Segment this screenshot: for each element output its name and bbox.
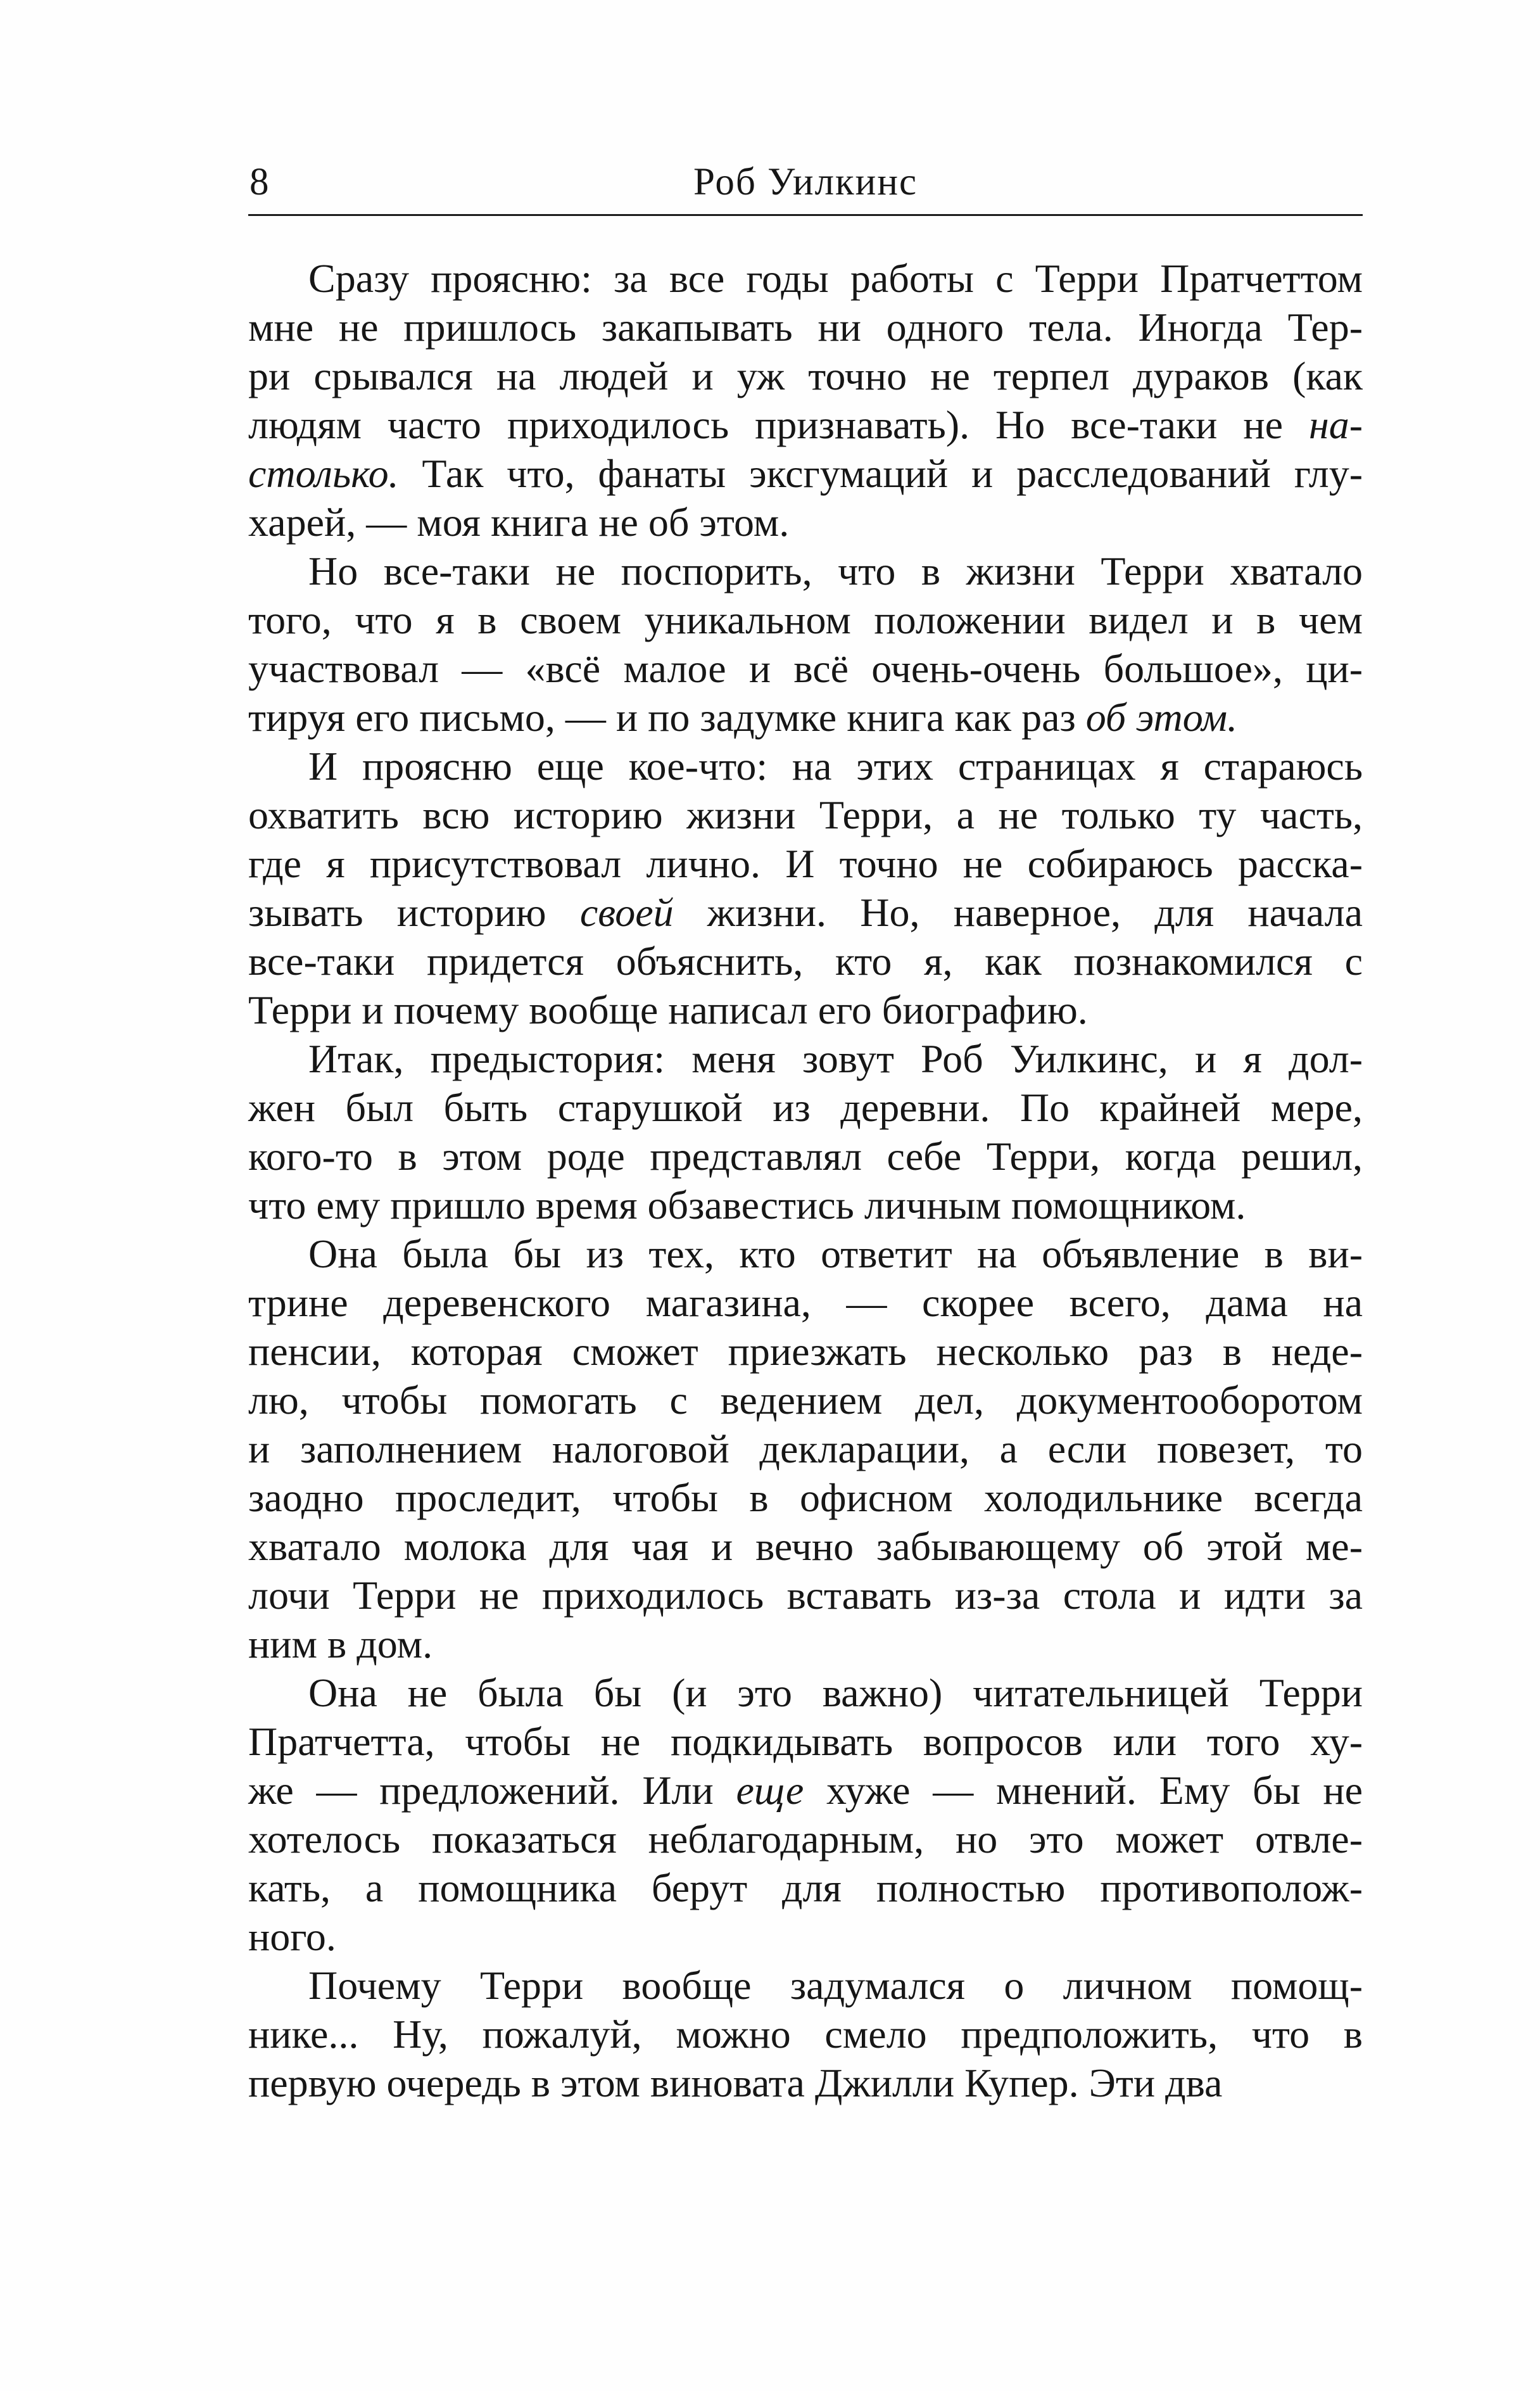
- text-line: [248, 1083, 1363, 1132]
- text-run: Но все-таки не поспорить, что в жизни Терри хватало: [308, 549, 1363, 593]
- text-block: [248, 254, 1363, 2107]
- text-line: [248, 1620, 1363, 1668]
- text-run: и заполнением налоговой декларации, а если повезет, то: [248, 1426, 1363, 1471]
- text-run: пенсии, которая сможет приезжать несколько раз в неде-: [248, 1329, 1363, 1374]
- text-line: [248, 888, 1363, 937]
- italic-text-run: еще: [736, 1768, 804, 1813]
- paragraph: [248, 547, 1363, 742]
- text-line: [248, 595, 1363, 644]
- text-line: [248, 254, 1363, 303]
- text-run: охватить всю историю жизни Терри, а не только ту часть,: [248, 792, 1363, 837]
- text-line: [248, 303, 1363, 352]
- text-run: ного.: [248, 1914, 336, 1959]
- text-line: [248, 1327, 1363, 1376]
- header-rule: [248, 214, 1363, 216]
- paragraph: [248, 1034, 1363, 1229]
- text-run: ним в дом.: [248, 1621, 433, 1666]
- italic-text-run: об этом.: [1085, 695, 1238, 740]
- text-line: [248, 1668, 1363, 1717]
- text-run: лочи Терри не приходилось вставать из-за стола и идти за: [248, 1573, 1363, 1618]
- paragraph: [248, 254, 1363, 547]
- text-run: где я присутствовал лично. И точно не собираюсь расска-: [248, 841, 1363, 886]
- text-line: [248, 1961, 1363, 2010]
- running-header-title: Роб Уилкинс: [693, 161, 918, 203]
- text-run: участвовал — «всё малое и всё очень-очень большое», ци-: [248, 646, 1363, 691]
- text-line: [248, 1034, 1363, 1083]
- paragraph: [248, 1961, 1363, 2107]
- text-run: зывать историю: [248, 890, 580, 935]
- text-run: жен был быть старушкой из деревни. По крайней мере,: [248, 1085, 1363, 1130]
- text-line: [248, 400, 1363, 449]
- text-run: тируя его письмо, — и по задумке книга как раз: [248, 695, 1086, 740]
- text-line: [248, 2010, 1363, 2058]
- text-run: мне не пришлось закапывать ни одного тела. Иногда Тер-: [248, 305, 1363, 350]
- text-line: [248, 547, 1363, 595]
- text-run: хотелось показаться неблагодарным, но это может отвле-: [248, 1817, 1363, 1861]
- text-run: Она не была бы (и это важно) читательницей Терри: [308, 1670, 1363, 1715]
- text-line: [248, 1815, 1363, 1863]
- text-run: нике... Ну, пожалуй, можно смело предположить, что в: [248, 2012, 1363, 2057]
- text-run: жизни. Но, наверное, для начала: [673, 890, 1363, 935]
- paragraph: [248, 1668, 1363, 1961]
- text-line: [248, 839, 1363, 888]
- text-line: [248, 1717, 1363, 1766]
- text-run: ри срывался на людей и уж точно не терпел дураков (как: [248, 353, 1363, 398]
- text-run: Почему Терри вообще задумался о личном помощ-: [308, 1963, 1363, 2008]
- text-run: кать, а помощника берут для полностью противополож-: [248, 1865, 1363, 1910]
- text-line: [248, 1424, 1363, 1473]
- text-line: [248, 498, 1363, 547]
- text-run: лю, чтобы помогать с ведением дел, документооборотом: [248, 1378, 1363, 1423]
- text-run: харей, — моя книга не об этом.: [248, 500, 790, 545]
- text-run: Она была бы из тех, кто ответит на объявление в ви-: [308, 1231, 1363, 1276]
- paragraph: [248, 1229, 1363, 1668]
- text-run: Сразу проясню: за все годы работы с Терри Пратчеттом: [308, 256, 1363, 301]
- text-line: [248, 742, 1363, 790]
- text-line: [248, 1376, 1363, 1424]
- text-run: людям часто приходилось признавать). Но все-таки не: [248, 402, 1309, 447]
- text-run: первую очередь в этом виновата Джилли Купер. Эти два: [248, 2060, 1223, 2105]
- text-run: хуже — мнений. Ему бы не: [804, 1768, 1363, 1813]
- text-run: Так что, фанаты эксгумаций и расследований глу-: [398, 451, 1363, 496]
- text-line: [248, 1863, 1363, 1912]
- text-line: [248, 1229, 1363, 1278]
- page-content: [248, 160, 1363, 2107]
- running-header: [248, 160, 1363, 205]
- text-run: Терри и почему вообще написал его биографию.: [248, 987, 1088, 1032]
- text-line: [248, 1278, 1363, 1327]
- text-line: [248, 790, 1363, 839]
- text-line: [248, 644, 1363, 693]
- text-line: [248, 1522, 1363, 1571]
- text-run: того, что я в своем уникальном положении видел и в чем: [248, 597, 1363, 642]
- text-run: же — предложений. Или: [248, 1768, 736, 1813]
- text-run: И проясню еще кое-что: на этих страницах я стараюсь: [308, 744, 1363, 789]
- text-line: [248, 1181, 1363, 1229]
- text-line: [248, 1473, 1363, 1522]
- page-number: 8: [249, 161, 269, 203]
- italic-text-run: столько.: [248, 451, 399, 496]
- text-run: кого-то в этом роде представлял себе Терри, когда решил,: [248, 1134, 1363, 1179]
- text-run: Пратчетта, чтобы не подкидывать вопросов или того ху-: [248, 1719, 1363, 1764]
- text-run: все-таки придется объяснить, кто я, как познакомился с: [248, 939, 1363, 984]
- italic-text-run: на-: [1308, 402, 1363, 447]
- paragraph: [248, 742, 1363, 1034]
- text-line: [248, 2058, 1363, 2107]
- italic-text-run: своей: [579, 890, 674, 935]
- text-line: [248, 693, 1363, 742]
- text-line: [248, 1132, 1363, 1181]
- text-run: заодно проследит, чтобы в офисном холодильнике всегда: [248, 1475, 1363, 1520]
- text-line: [248, 1571, 1363, 1620]
- text-run: хватало молока для чая и вечно забывающему об этой ме-: [248, 1524, 1363, 1569]
- text-line: [248, 352, 1363, 400]
- text-line: [248, 986, 1363, 1034]
- text-run: что ему пришло время обзавестись личным помощником.: [248, 1183, 1246, 1227]
- text-line: [248, 449, 1363, 498]
- text-run: Итак, предыстория: меня зовут Роб Уилкинс, и я дол-: [308, 1036, 1363, 1081]
- text-line: [248, 1912, 1363, 1961]
- text-run: трине деревенского магазина, — скорее всего, дама на: [248, 1280, 1363, 1325]
- text-line: [248, 937, 1363, 986]
- text-line: [248, 1766, 1363, 1815]
